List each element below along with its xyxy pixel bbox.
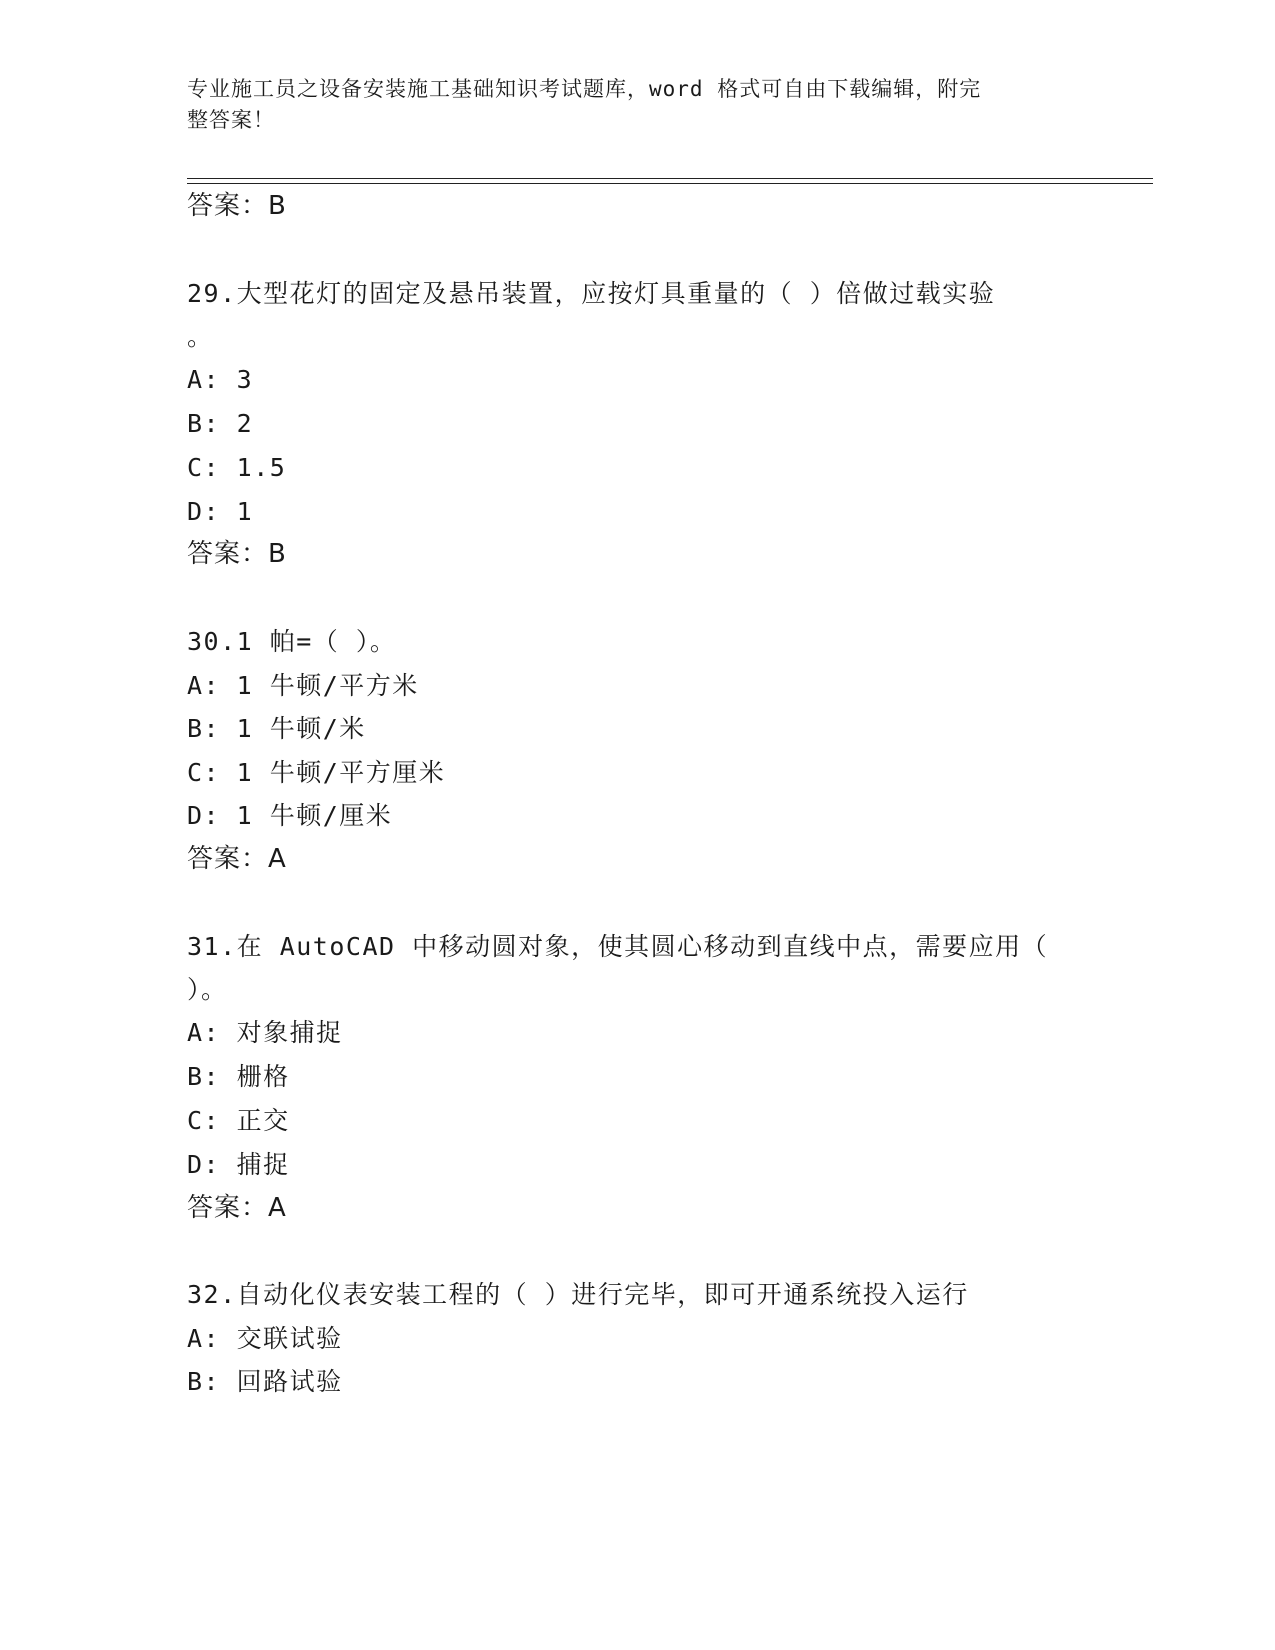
question-stem-continued: ）。 [187, 975, 228, 1004]
header-divider-thin [187, 183, 1153, 184]
header-line-1: 专业施工员之设备安装施工基础知识考试题库，word 格式可自由下载编辑，附完 [187, 77, 982, 101]
question-stem-continued: 。 [187, 322, 214, 351]
header-divider-thick [187, 178, 1153, 179]
option-b: B: 栅格 [187, 1062, 290, 1091]
question-stem: 29.大型花灯的固定及悬吊装置，应按灯具重量的（ ）倍做过载实验 [187, 279, 996, 308]
question-stem: 30.1 帕=（ ）。 [187, 627, 397, 656]
question-stem: 32.自动化仪表安装工程的（ ）进行完毕，即可开通系统投入运行 [187, 1280, 969, 1309]
option-c: C: 1.5 [187, 453, 287, 482]
answer-line: 答案：A [187, 1193, 287, 1223]
document-header [187, 74, 1067, 136]
option-a: A: 交联试验 [187, 1324, 343, 1353]
option-d: D: 1 牛顿/厘米 [187, 801, 393, 830]
option-a: A: 对象捕捉 [187, 1018, 343, 1047]
option-a: A: 1 牛顿/平方米 [187, 671, 419, 700]
question-stem: 31.在 AutoCAD 中移动圆对象，使其圆心移动到直线中点，需要应用（ [187, 932, 1049, 961]
answer-line: 答案：A [187, 844, 287, 874]
option-d: D: 捕捉 [187, 1150, 290, 1179]
option-c: C: 正交 [187, 1106, 290, 1135]
header-line-2: 整答案！ [187, 108, 275, 132]
option-b: B: 回路试验 [187, 1367, 343, 1396]
option-b: B: 1 牛顿/米 [187, 714, 366, 743]
option-a: A: 3 [187, 365, 254, 394]
option-c: C: 1 牛顿/平方厘米 [187, 758, 446, 787]
option-b: B: 2 [187, 409, 254, 438]
answer-line: 答案：B [187, 539, 287, 569]
answer-line: 答案：B [187, 191, 287, 221]
option-d: D: 1 [187, 497, 254, 526]
